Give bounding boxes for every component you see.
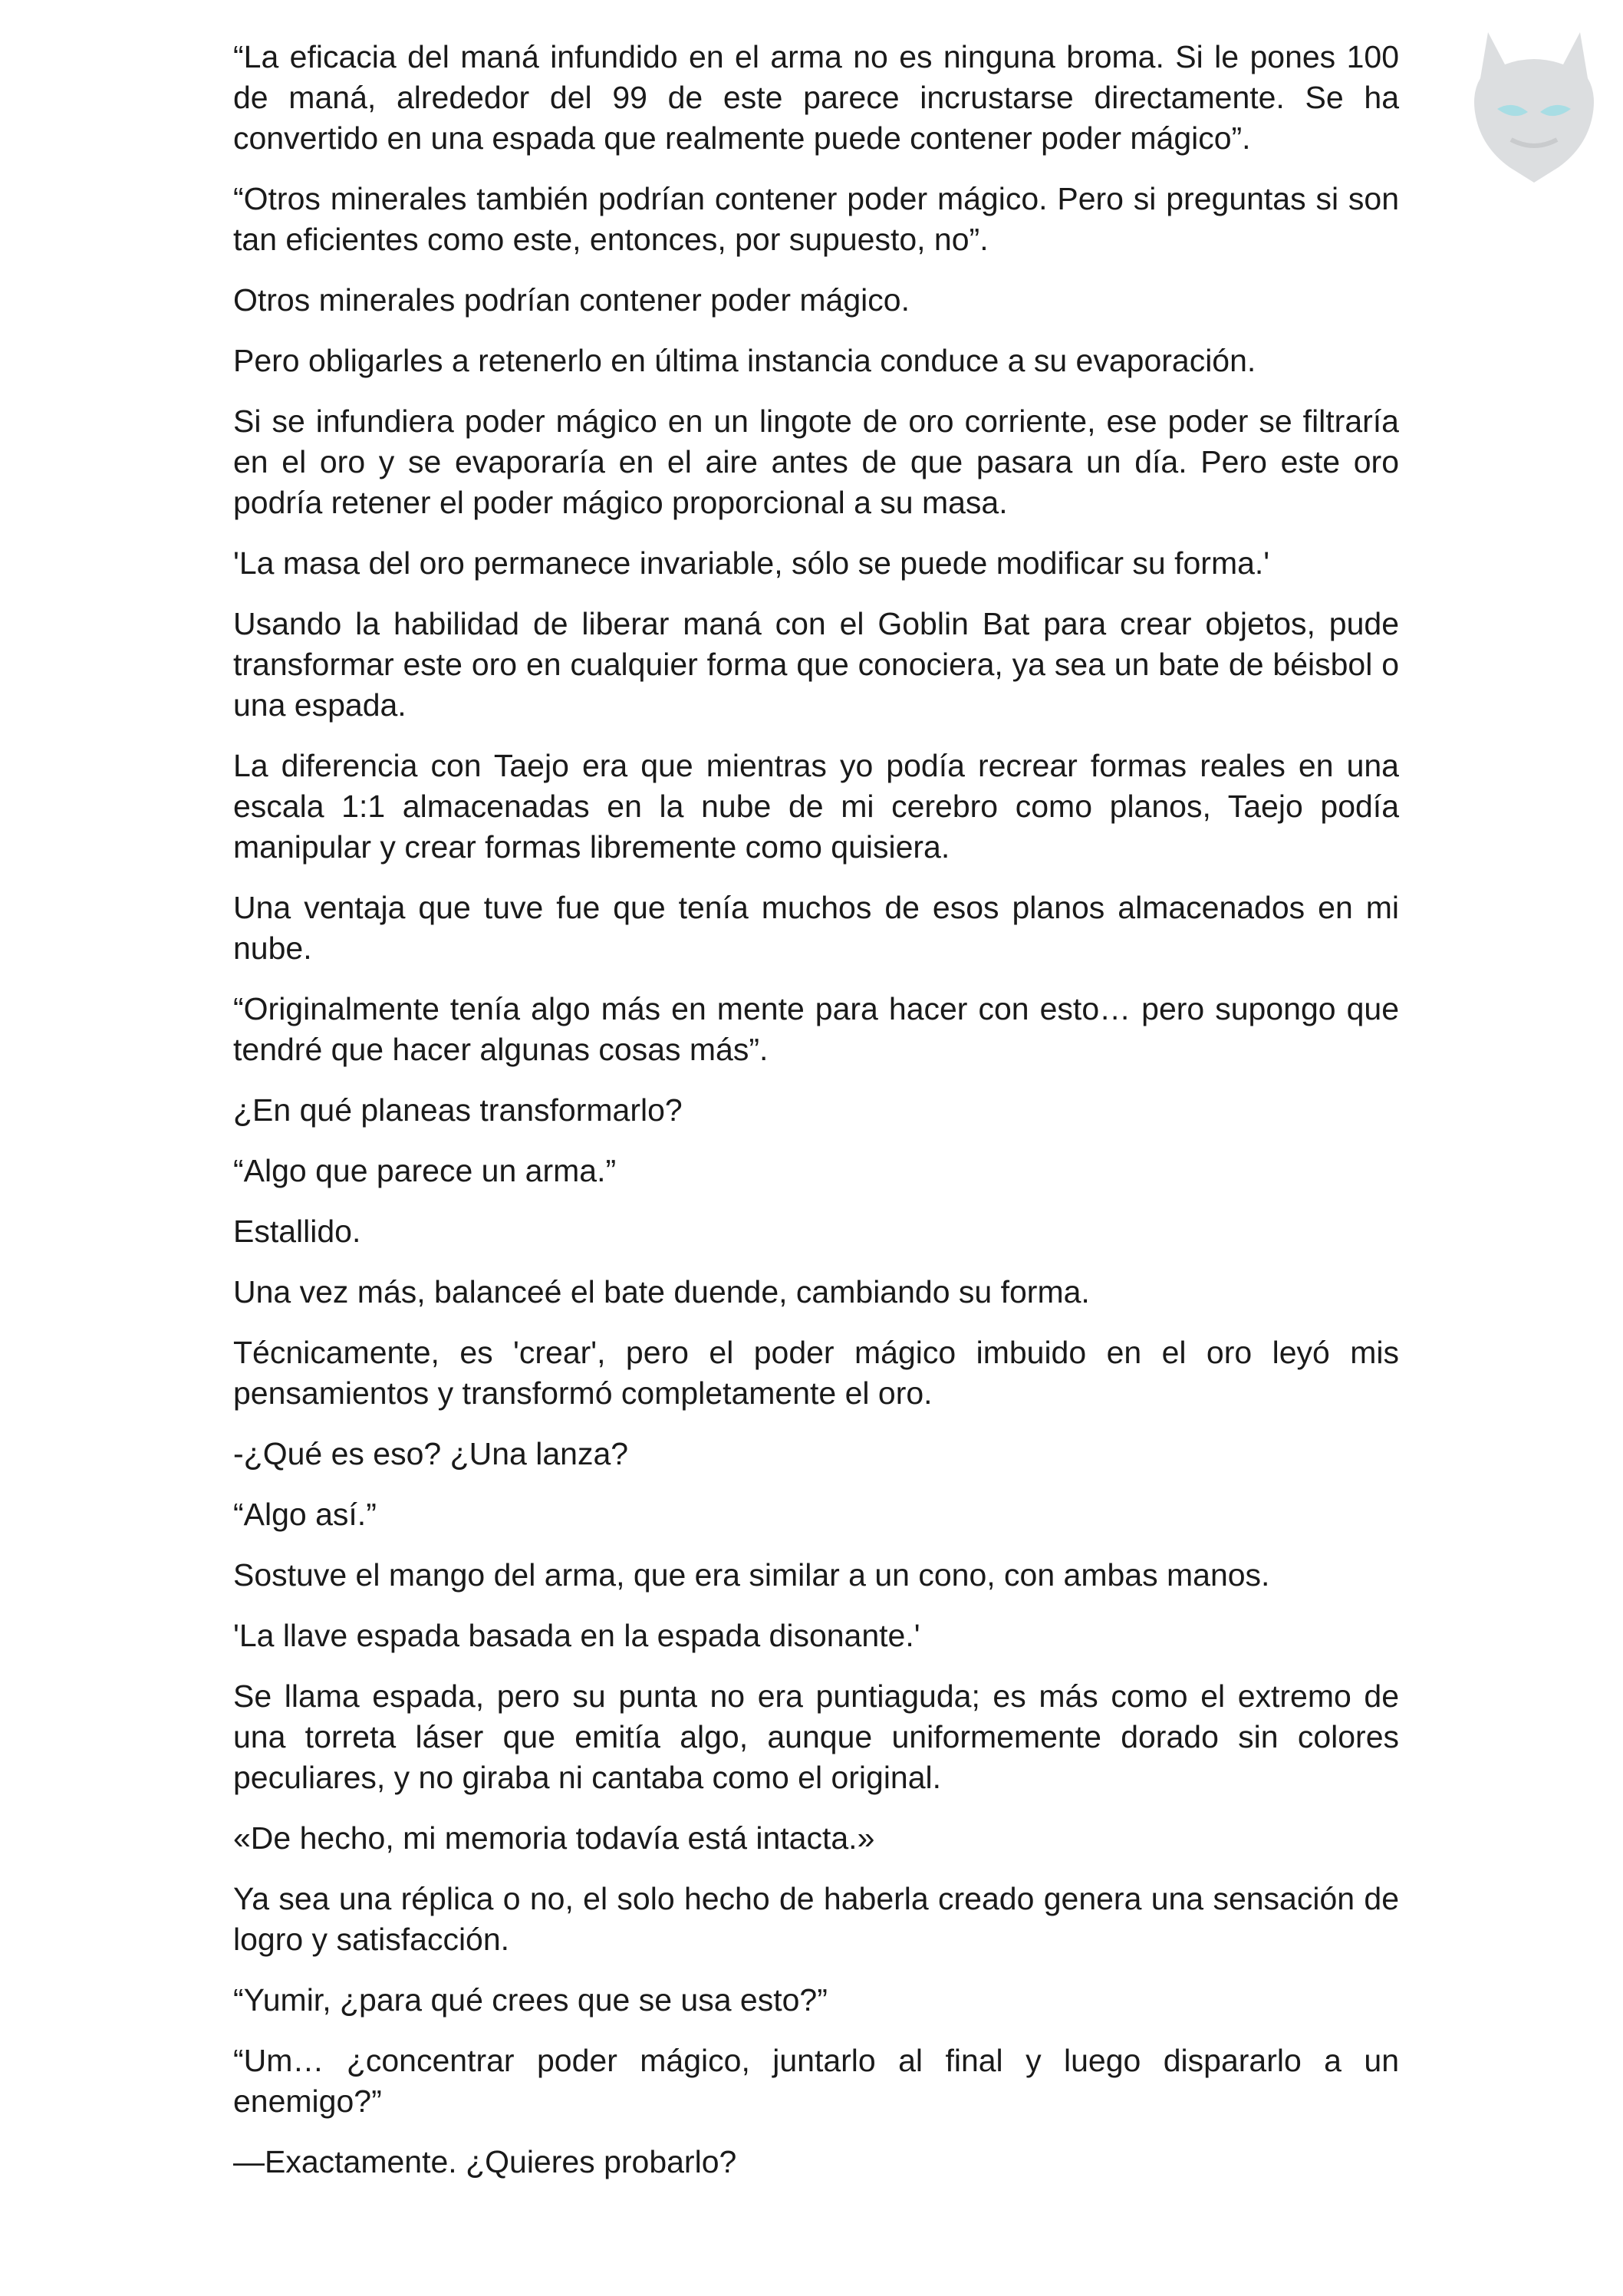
paragraph: 'La llave espada basada en la espada disonante.' [233,1618,920,1653]
paragraph: Se llama espada, pero su punta no era puntiaguda; es más como el extremo de una torreta láser que emitía algo, aunque uniformemente dorado sin colores peculiares, y no giraba ni cantaba como el original. [233,1678,1399,1795]
paragraph: Pero obligarles a retenerlo en última instancia conduce a su evaporación. [233,343,1256,378]
paragraph: Una vez más, balanceé el bate duende, cambiando su forma. [233,1274,1090,1309]
document-body [233,37,1399,2202]
paragraph: Ya sea una réplica o no, el solo hecho de haberla creado genera una sensación de logro y satisfacción. [233,1881,1399,1957]
paragraph: ¿En qué planeas transformarlo? [233,1092,683,1128]
paragraph: “Otros minerales también podrían contener poder mágico. Pero si preguntas si son tan eficientes como este, entonces, por supuesto, no”. [233,181,1399,257]
paragraph: “La eficacia del maná infundido en el arma no es ninguna broma. Si le pones 100 de maná, alrededor del 99 de este parece incrustarse directamente. Se ha convertido en una espada que realmente puede contener poder mágico”. [233,39,1399,156]
paragraph: Si se infundiera poder mágico en un lingote de oro corriente, ese poder se filtraría en el oro y se evaporaría en el aire antes de que pasara un día. Pero este oro podría retener el poder mágico proporcional a su masa. [233,404,1399,520]
paragraph: Usando la habilidad de liberar maná con el Goblin Bat para crear objetos, pude transformar este oro en cualquier forma que conociera, ya sea un bate de béisbol o una espada. [233,606,1399,723]
paragraph: Otros minerales podrían contener poder mágico. [233,282,910,318]
paragraph: “Yumir, ¿para qué crees que se usa esto?” [233,1982,828,2018]
paragraph: La diferencia con Taejo era que mientras yo podía recrear formas reales en una escala 1:1 almacenadas en la nube de mi cerebro como planos, Taejo podía manipular y crear formas libremente como quisiera. [233,748,1399,865]
paragraph: -¿Qué es eso? ¿Una lanza? [233,1436,629,1471]
paragraph: —Exactamente. ¿Quieres probarlo? [233,2144,737,2179]
paragraph: Una ventaja que tuve fue que tenía muchos de esos planos almacenados en mi nube. [233,890,1399,966]
paragraph: “Um… ¿concentrar poder mágico, juntarlo al final y luego dispararlo a un enemigo?” [233,2043,1399,2119]
paragraph: Técnicamente, es 'crear', pero el poder mágico imbuido en el oro leyó mis pensamientos y transformó completamente el oro. [233,1335,1399,1411]
paragraph: “Originalmente tenía algo más en mente para hacer con esto… pero supongo que tendré que hacer algunas cosas más”. [233,991,1399,1067]
paragraph: “Algo que parece un arma.” [233,1153,617,1188]
paragraph: 'La masa del oro permanece invariable, sólo se puede modificar su forma.' [233,545,1270,581]
paragraph: “Algo así.” [233,1497,377,1532]
paragraph: Estallido. [233,1214,361,1249]
demon-head-icon [1457,17,1611,186]
paragraph: Sostuve el mango del arma, que era similar a un cono, con ambas manos. [233,1557,1270,1593]
paragraph: «De hecho, mi memoria todavía está intacta.» [233,1820,875,1856]
